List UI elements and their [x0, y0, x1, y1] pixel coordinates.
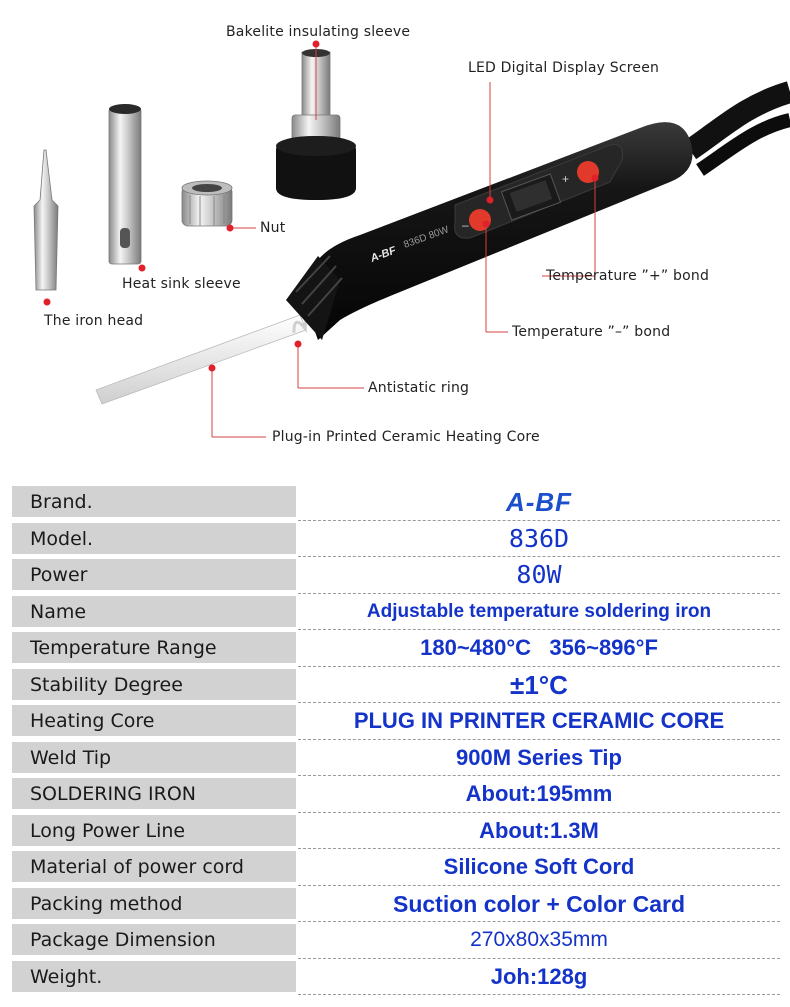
callout-temp-minus: Temperature ”–” bond	[512, 324, 671, 340]
spec-row-weld-tip	[12, 740, 780, 777]
spec-label: Power	[30, 564, 88, 586]
row-divider	[298, 994, 780, 995]
spec-value: PLUG IN PRINTER CERAMIC CORE	[353, 708, 725, 733]
spec-row-power	[12, 557, 780, 594]
spec-value: 270x80x35mm	[470, 928, 608, 951]
callout-ceramic-core: Plug-in Printed Ceramic Heating Core	[272, 429, 540, 445]
spec-row-packing	[12, 886, 780, 923]
button-minus-label: –	[462, 218, 469, 232]
spec-label: Name	[30, 600, 87, 623]
spec-label: Material of power cord	[30, 856, 244, 878]
spec-row-soldering-iron	[12, 776, 780, 813]
spec-row-brand	[12, 484, 780, 521]
spec-value: Silicone Soft Cord	[443, 854, 635, 879]
iron-model-print: 836D 80W	[402, 224, 451, 251]
iron-head-part	[34, 150, 58, 290]
callout-antistatic-ring: Antistatic ring	[368, 380, 470, 396]
brand-logo: A-BF	[505, 487, 573, 517]
callout-nut: Nut	[260, 220, 286, 236]
nut-part	[182, 181, 232, 226]
spec-row-name	[12, 594, 780, 631]
spec-value: Adjustable temperature soldering iron	[366, 600, 712, 622]
spec-value: ±1°C	[510, 669, 568, 700]
callout-bakelite-sleeve: Bakelite insulating sleeve	[226, 24, 411, 40]
spec-label: Model.	[30, 527, 94, 550]
spec-table	[12, 484, 780, 995]
spec-row-model	[12, 521, 780, 558]
spec-value: Suction color + Color Card	[392, 890, 685, 917]
heat-sink-sleeve-part	[109, 104, 141, 264]
spec-label: Weld Tip	[30, 746, 112, 769]
spec-label: Long Power Line	[30, 819, 186, 842]
spec-value: 900M Series Tip	[456, 744, 622, 770]
spec-row-package-dimension	[12, 922, 780, 959]
spec-label: Brand.	[30, 491, 93, 513]
spec-label: Temperature Range	[30, 637, 217, 659]
spec-value: About:1.3M	[479, 817, 599, 843]
callout-temp-plus: Temperature ”+” bond	[546, 268, 710, 284]
button-plus-label: +	[562, 172, 570, 186]
spec-label: Weight.	[30, 965, 103, 988]
spec-label: Packing method	[30, 892, 183, 915]
callout-heat-sink-sleeve: Heat sink sleeve	[122, 276, 241, 292]
spec-value: 836D	[508, 523, 570, 553]
spec-row-power-line	[12, 813, 780, 850]
spec-value: Joh:128g	[490, 963, 588, 989]
spec-row-stability	[12, 667, 780, 704]
spec-value: 180~480°C 356~896°F	[420, 635, 658, 660]
callout-iron-head: The iron head	[44, 313, 144, 329]
spec-row-weight	[12, 959, 780, 996]
callout-led-display: LED Digital Display Screen	[468, 60, 660, 76]
diagram-artwork	[0, 0, 790, 470]
spec-value: About:195mm	[465, 781, 613, 806]
spec-label: Package Dimension	[30, 929, 216, 951]
spec-label: Heating Core	[30, 710, 155, 732]
spec-label: SOLDERING IRON	[30, 783, 196, 805]
spec-row-heating-core	[12, 703, 780, 740]
spec-row-cord-material	[12, 849, 780, 886]
iron-brand-print: A-BF	[368, 244, 398, 265]
spec-row-temperature-range	[12, 630, 780, 667]
product-diagram	[0, 0, 790, 470]
spec-value: 80W	[516, 560, 562, 589]
spec-label: Stability Degree	[30, 673, 183, 696]
